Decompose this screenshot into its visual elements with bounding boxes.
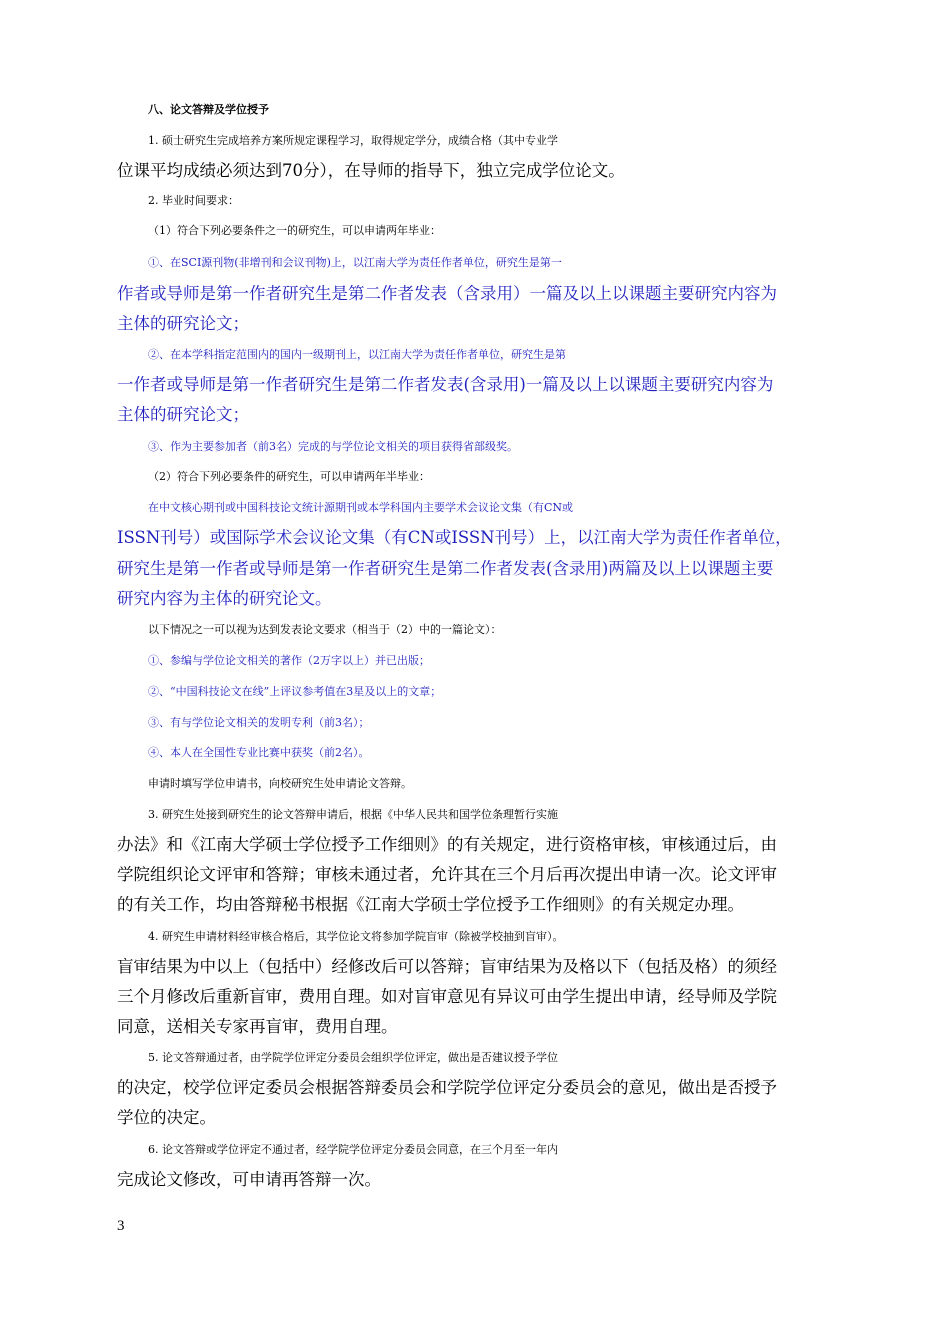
condition-2-body-line-3: 研究生是第一作者或导师是第一作者研究生是第二作者发表(含录用)两篇及以上以课题主要 bbox=[117, 559, 774, 578]
page-number: 3 bbox=[117, 1218, 125, 1234]
condition-1-item-1-line-3: 主体的研究论文； bbox=[117, 314, 249, 333]
condition-2-body-line-4: 研究内容为主体的研究论文。 bbox=[117, 589, 332, 608]
paragraph-6-line-2: 完成论文修改，可申请再答辩一次。 bbox=[117, 1170, 381, 1189]
condition-1-item-2-line-1: ②、在本学科指定范围内的国内一级期刊上，以江南大学为责任作者单位，研究生是第 bbox=[148, 348, 566, 361]
equivalence-item-1: ①、参编与学位论文相关的著作（2万字以上）并已出版； bbox=[148, 654, 430, 667]
condition-2-body-line-2: ISSN刊号）或国际学术会议论文集（有CN或ISSN刊号）上，以江南大学为责任作者单位， bbox=[117, 528, 792, 547]
paragraph-5-line-1: 5. 论文答辩通过者，由学院学位评定分委员会组织学位评定，做出是否建议授予学位 bbox=[148, 1051, 558, 1064]
condition-1-item-1-line-1: ①、在SCI源刊物(非增刊和会议刊物)上，以江南大学为责任作者单位，研究生是第一 bbox=[148, 256, 562, 269]
paragraph-4-line-1: 4. 研究生申请材料经审核合格后，其学位论文将参加学院盲审（除被学校抽到盲审）。 bbox=[148, 930, 564, 943]
condition-1-item-2-line-2: 一作者或导师是第一作者研究生是第二作者发表(含录用)一篇及以上以课题主要研究内容为 bbox=[117, 375, 774, 394]
equivalence-intro: 以下情况之一可以视为达到发表论文要求（相当于（2）中的一篇论文）： bbox=[148, 623, 502, 636]
condition-1-item-3: ③、作为主要参加者（前3名）完成的与学位论文相关的项目获得省部级奖。 bbox=[148, 440, 518, 453]
paragraph-4-line-4: 同意，送相关专家再盲审，费用自理。 bbox=[117, 1017, 398, 1036]
equivalence-item-3: ③、有与学位论文相关的发明专利（前3名）； bbox=[148, 716, 370, 729]
condition-1-item-2-line-3: 主体的研究论文； bbox=[117, 405, 249, 424]
paragraph-4-line-2: 盲审结果为中以上（包括中）经修改后可以答辩；盲审结果为及格以下（包括及格）的须经 bbox=[117, 957, 777, 976]
paragraph-4-line-3: 三个月修改后重新盲审，费用自理。如对盲审意见有异议可由学生提出申请，经导师及学院 bbox=[117, 987, 777, 1006]
paragraph-3-line-1: 3. 研究生处接到研究生的论文答辩申请后，根据《中华人民共和国学位条理暂行实施 bbox=[148, 808, 558, 821]
paragraph-3-line-2: 办法》和《江南大学硕士学位授予工作细则》的有关规定，进行资格审核，审核通过后，由 bbox=[117, 835, 777, 854]
condition-2-body-line-1: 在中文核心期刊或中国科技论文统计源期刊或本学科国内主要学术会议论文集（有CN或 bbox=[148, 501, 574, 514]
equivalence-item-4: ④、本人在全国性专业比赛中获奖（前2名）。 bbox=[148, 746, 370, 759]
apply-line: 申请时填写学位申请书，向校研究生处申请论文答辩。 bbox=[148, 777, 412, 790]
paragraph-5-line-3: 学位的决定。 bbox=[117, 1108, 216, 1127]
condition-2-intro: （2）符合下列必要条件的研究生，可以申请两年半毕业： bbox=[148, 470, 430, 483]
paragraph-2-heading: 2. 毕业时间要求： bbox=[148, 194, 239, 207]
paragraph-6-line-1: 6. 论文答辩或学位评定不通过者，经学院学位评定分委员会同意，在三个月至一年内 bbox=[148, 1143, 558, 1156]
paragraph-1-line-2: 位课平均成绩必须达到70分），在导师的指导下，独立完成学位论文。 bbox=[117, 161, 625, 180]
paragraph-3-line-4: 的有关工作，均由答辩秘书根据《江南大学硕士学位授予工作细则》的有关规定办理。 bbox=[117, 895, 744, 914]
condition-1-item-1-line-2: 作者或导师是第一作者研究生是第二作者发表（含录用）一篇及以上以课题主要研究内容为 bbox=[117, 284, 777, 303]
equivalence-item-2: ②、“中国科技论文在线”上评议参考值在3星及以上的文章； bbox=[148, 685, 442, 698]
paragraph-1-line-1: 1. 硕士研究生完成培养方案所规定课程学习，取得规定学分，成绩合格（其中专业学 bbox=[148, 134, 558, 147]
paragraph-5-line-2: 的决定，校学位评定委员会根据答辩委员会和学院学位评定分委员会的意见，做出是否授予 bbox=[117, 1078, 777, 1097]
section-heading: 八、论文答辩及学位授予 bbox=[148, 103, 269, 116]
condition-1-intro: （1）符合下列必要条件之一的研究生，可以申请两年毕业： bbox=[148, 224, 441, 237]
paragraph-3-line-3: 学院组织论文评审和答辩；审核未通过者，允许其在三个月后再次提出申请一次。论文评审 bbox=[117, 865, 777, 884]
